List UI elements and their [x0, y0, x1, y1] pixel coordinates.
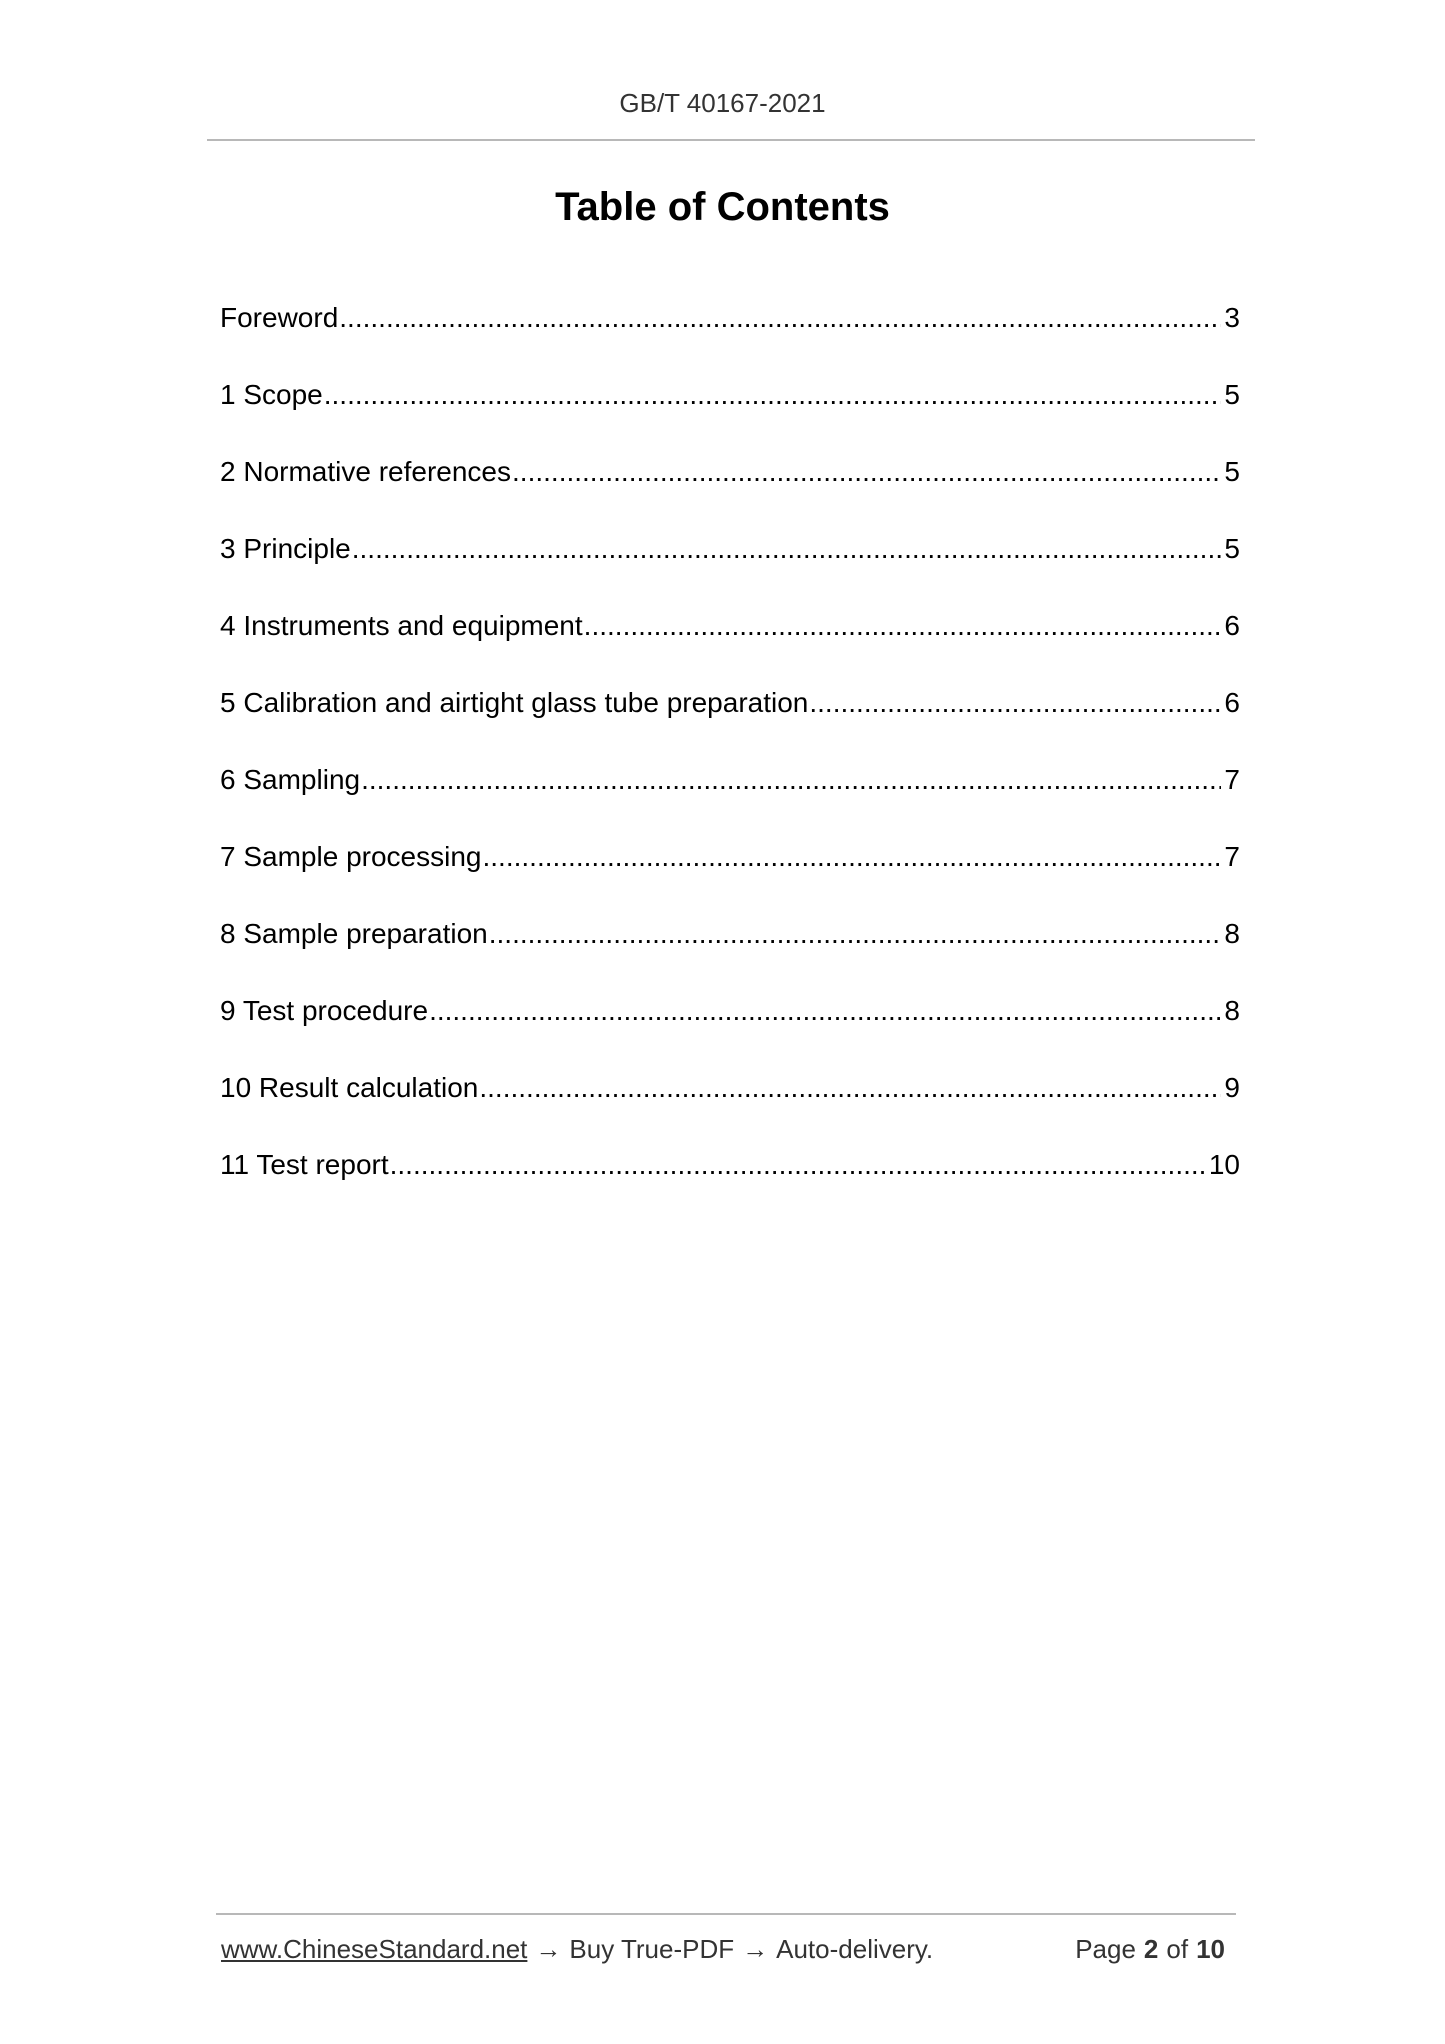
toc-entry-label: 6 Sampling — [220, 764, 361, 795]
toc-entry-foreword[interactable] — [220, 302, 1240, 379]
footer-buy-text: Buy True-PDF — [569, 1934, 735, 1964]
toc-entry-page: 10 — [1208, 1149, 1240, 1180]
toc-entry-label: 2 Normative references — [220, 456, 512, 487]
toc-entry-page: 5 — [1224, 379, 1240, 410]
current-page-number: 2 — [1143, 1934, 1159, 1964]
toc-entry-normative-references[interactable] — [220, 456, 1240, 533]
toc-entry-page: 7 — [1224, 764, 1240, 795]
toc-leader-dots — [489, 918, 1222, 950]
toc-entry-sample-preparation[interactable] — [220, 918, 1240, 995]
toc-leader-dots — [479, 1072, 1221, 1104]
arrow-right-icon: → — [535, 1934, 562, 1964]
toc-leader-dots — [339, 302, 1221, 334]
toc-entry-label: 3 Principle — [220, 533, 351, 564]
of-label: of — [1166, 1934, 1189, 1964]
toc-entry-label: 1 Scope — [220, 379, 323, 410]
toc-entry-label: 11 Test report — [220, 1149, 389, 1180]
toc-entry-label: 5 Calibration and airtight glass tube preparation — [220, 687, 809, 718]
page-title: Table of Contents — [555, 185, 890, 229]
total-pages-number: 10 — [1196, 1934, 1225, 1964]
toc-leader-dots — [482, 841, 1221, 873]
toc-leader-dots — [352, 533, 1222, 565]
chinesestandard-link[interactable]: www.ChineseStandard.net — [221, 1934, 528, 1964]
toc-entry-page: 7 — [1224, 841, 1240, 872]
toc-entry-instruments[interactable] — [220, 610, 1240, 687]
toc-entry-page: 5 — [1224, 533, 1240, 564]
toc-entry-result-calculation[interactable] — [220, 1072, 1240, 1149]
toc-entry-calibration[interactable] — [220, 687, 1240, 764]
toc-entry-sampling[interactable] — [220, 764, 1240, 841]
running-header: GB/T 40167-2021 — [619, 88, 826, 118]
toc-entry-scope[interactable] — [220, 379, 1240, 456]
toc-leader-dots — [512, 456, 1221, 488]
toc-leader-dots — [809, 687, 1221, 719]
toc-leader-dots — [361, 764, 1221, 796]
page-number — [1075, 1934, 1233, 1965]
page-footer — [221, 1934, 1233, 1965]
toc-entry-principle[interactable] — [220, 533, 1240, 610]
toc-entry-page: 6 — [1224, 610, 1240, 641]
toc-entry-page: 3 — [1224, 302, 1240, 333]
toc-entry-page: 9 — [1224, 1072, 1240, 1103]
toc-entry-label: 8 Sample preparation — [220, 918, 488, 949]
header-divider — [207, 139, 1255, 141]
footer-divider — [216, 1913, 1236, 1915]
toc-entry-label: 9 Test procedure — [220, 995, 429, 1026]
footer-delivery-text: Auto-delivery. — [776, 1934, 934, 1964]
toc-entry-sample-processing[interactable] — [220, 841, 1240, 918]
toc-entry-page: 5 — [1224, 456, 1240, 487]
toc-entry-test-report[interactable] — [220, 1149, 1240, 1226]
arrow-right-icon: → — [742, 1934, 769, 1964]
table-of-contents — [220, 302, 1240, 1226]
toc-entry-label: 4 Instruments and equipment — [220, 610, 583, 641]
toc-entry-label: 7 Sample processing — [220, 841, 482, 872]
toc-leader-dots — [390, 1149, 1206, 1181]
toc-entry-page: 8 — [1224, 918, 1240, 949]
toc-entry-test-procedure[interactable] — [220, 995, 1240, 1072]
toc-entry-label: 10 Result calculation — [220, 1072, 479, 1103]
toc-entry-label: Foreword — [220, 302, 339, 333]
toc-entry-page: 8 — [1224, 995, 1240, 1026]
toc-leader-dots — [584, 610, 1222, 642]
page-label: Page — [1075, 1934, 1136, 1964]
footer-promo — [221, 1934, 933, 1965]
toc-leader-dots — [324, 379, 1222, 411]
toc-entry-page: 6 — [1224, 687, 1240, 718]
toc-leader-dots — [429, 995, 1221, 1027]
